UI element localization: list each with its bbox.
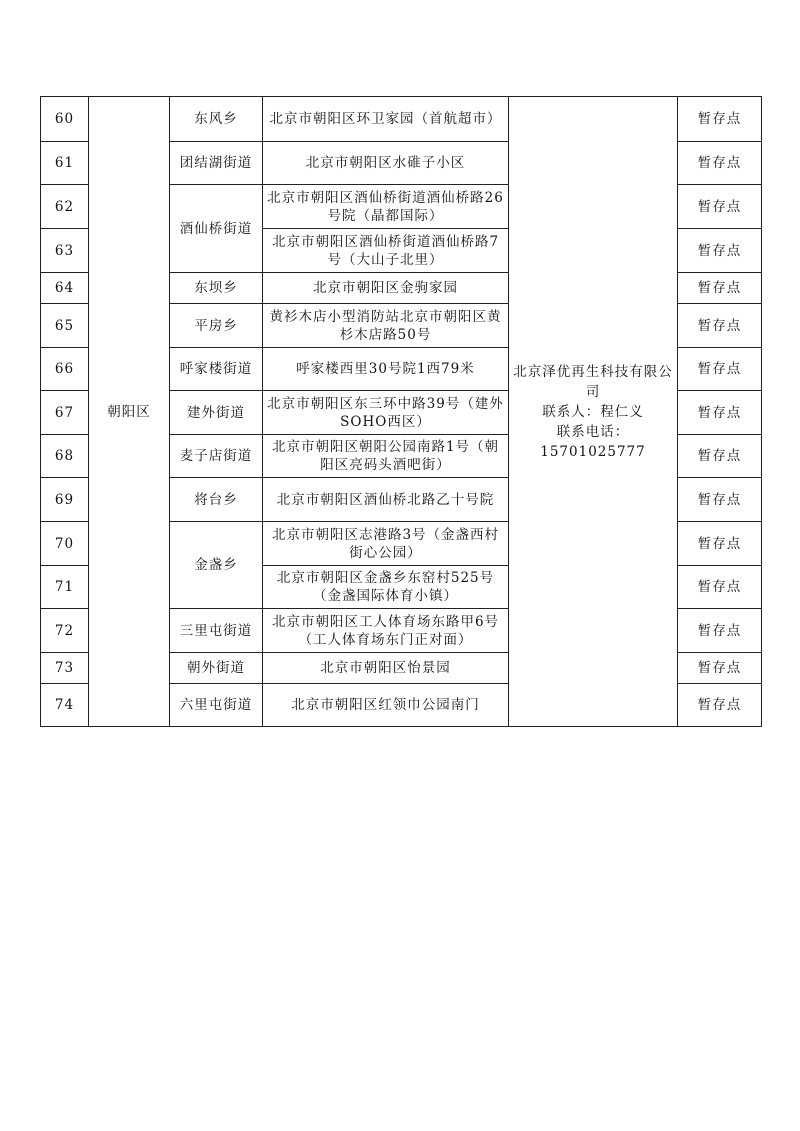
- row-number: 69: [41, 478, 89, 522]
- row-number: 65: [41, 304, 89, 348]
- type-cell: 暂存点: [678, 304, 762, 348]
- row-number: 63: [41, 229, 89, 273]
- row-number: 70: [41, 522, 89, 566]
- type-cell: 暂存点: [678, 684, 762, 727]
- address-cell: 呼家楼西里30号院1西79米: [263, 348, 509, 391]
- address-cell: 北京市朝阳区志港路3号（金盏西村街心公园）: [263, 522, 509, 566]
- type-cell: 暂存点: [678, 142, 762, 185]
- type-cell: 暂存点: [678, 522, 762, 566]
- address-cell: 北京市朝阳区红领巾公园南门: [263, 684, 509, 727]
- type-cell: 暂存点: [678, 97, 762, 142]
- address-cell: 北京市朝阳区酒仙桥街道酒仙桥路26号院（晶都国际）: [263, 185, 509, 229]
- town-cell: 三里屯街道: [170, 609, 263, 653]
- row-number: 72: [41, 609, 89, 653]
- address-cell: 北京市朝阳区环卫家园（首航超市）: [263, 97, 509, 142]
- address-cell: 黄衫木店小型消防站北京市朝阳区黄杉木店路50号: [263, 304, 509, 348]
- row-number: 74: [41, 684, 89, 727]
- town-cell: 团结湖街道: [170, 142, 263, 185]
- address-cell: 北京市朝阳区水碓子小区: [263, 142, 509, 185]
- district-cell: 朝阳区: [89, 97, 170, 727]
- town-cell: 建外街道: [170, 391, 263, 435]
- row-number: 61: [41, 142, 89, 185]
- address-cell: 北京市朝阳区金盏乡东窑村525号（金盏国际体育小镇）: [263, 566, 509, 609]
- type-cell: 暂存点: [678, 391, 762, 435]
- town-cell: 酒仙桥街道: [170, 185, 263, 273]
- address-cell: 北京市朝阳区朝阳公园南路1号（朝阳区亮码头酒吧街）: [263, 435, 509, 478]
- company-name: 北京泽优再生科技有限公司: [513, 363, 673, 400]
- type-cell: 暂存点: [678, 229, 762, 273]
- row-number: 64: [41, 273, 89, 304]
- row-number: 71: [41, 566, 89, 609]
- type-cell: 暂存点: [678, 348, 762, 391]
- type-cell: 暂存点: [678, 609, 762, 653]
- row-number: 67: [41, 391, 89, 435]
- type-cell: 暂存点: [678, 653, 762, 684]
- town-cell: 平房乡: [170, 304, 263, 348]
- type-cell: 暂存点: [678, 273, 762, 304]
- company-phone-label: 联系电话：: [556, 423, 630, 440]
- address-cell: 北京市朝阳区东三环中路39号（建外SOHO西区）: [263, 391, 509, 435]
- type-cell: 暂存点: [678, 185, 762, 229]
- address-cell: 北京市朝阳区酒仙桥街道酒仙桥路7号（大山子北里）: [263, 229, 509, 273]
- type-cell: 暂存点: [678, 566, 762, 609]
- company-contact: 联系人：程仁义: [542, 403, 644, 420]
- type-cell: 暂存点: [678, 435, 762, 478]
- collection-point-table: [40, 96, 762, 727]
- row-number: 62: [41, 185, 89, 229]
- town-cell: 六里屯街道: [170, 684, 263, 727]
- address-cell: 北京市朝阳区酒仙桥北路乙十号院: [263, 478, 509, 522]
- town-cell: 呼家楼街道: [170, 348, 263, 391]
- row-number: 73: [41, 653, 89, 684]
- row-number: 66: [41, 348, 89, 391]
- company-phone: 15701025777: [540, 443, 646, 460]
- town-cell: 朝外街道: [170, 653, 263, 684]
- row-number: 60: [41, 97, 89, 142]
- town-cell: 东风乡: [170, 97, 263, 142]
- company-cell: [509, 97, 678, 727]
- type-cell: 暂存点: [678, 478, 762, 522]
- address-cell: 北京市朝阳区金驹家园: [263, 273, 509, 304]
- town-cell: 将台乡: [170, 478, 263, 522]
- row-number: 68: [41, 435, 89, 478]
- table-row: [41, 97, 762, 142]
- address-cell: 北京市朝阳区工人体育场东路甲6号（工人体育场东门正对面）: [263, 609, 509, 653]
- town-cell: 金盏乡: [170, 522, 263, 609]
- address-cell: 北京市朝阳区怡景园: [263, 653, 509, 684]
- town-cell: 东坝乡: [170, 273, 263, 304]
- town-cell: 麦子店街道: [170, 435, 263, 478]
